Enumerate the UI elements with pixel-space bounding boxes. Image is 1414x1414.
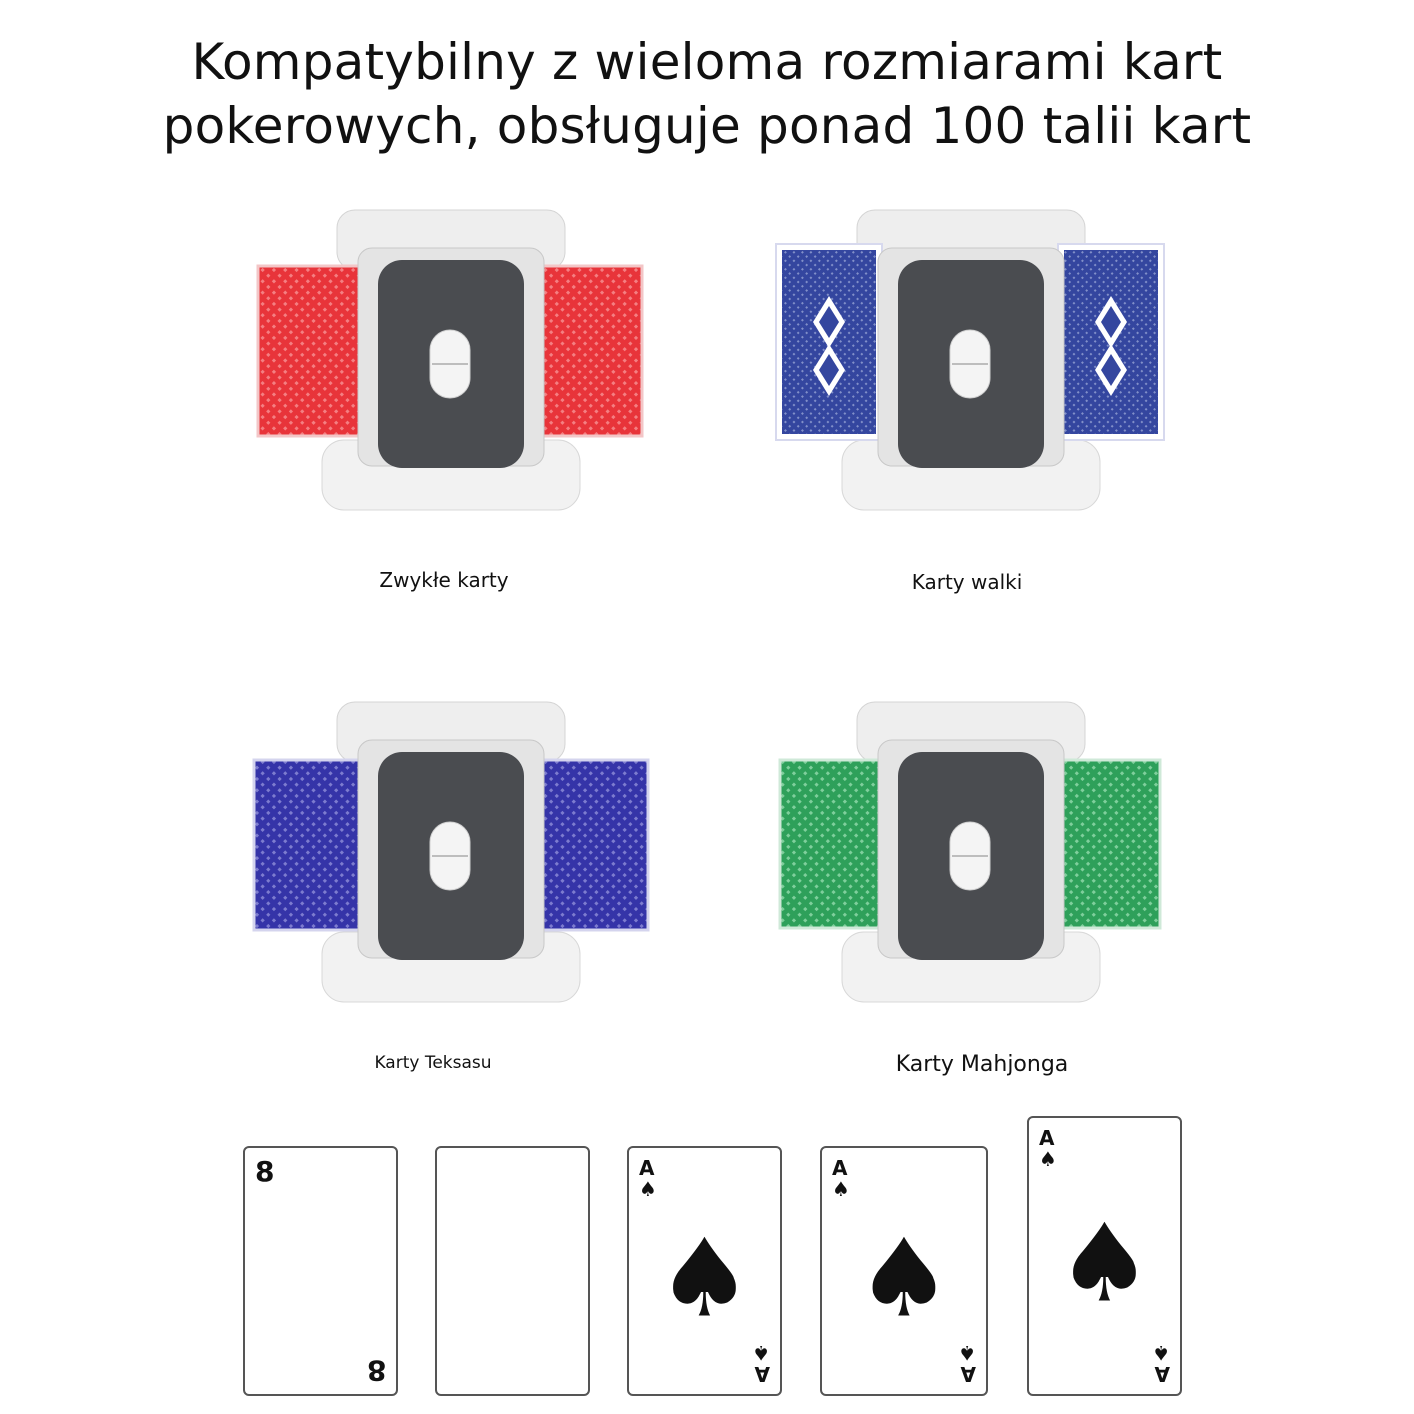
- card-shuffler-illustration: [240, 200, 660, 530]
- card-rank: 8: [255, 1155, 275, 1188]
- card-shuffler-texas: [240, 692, 660, 1022]
- card-corner-top: [639, 1158, 657, 1199]
- playing-card-eight: [243, 1146, 398, 1396]
- card-corner-top: [1039, 1128, 1057, 1169]
- spade-icon: ♠: [639, 1177, 657, 1201]
- caption-battle: Karty walki: [911, 570, 1023, 594]
- spade-icon: ♠: [752, 1341, 770, 1365]
- card-rank: A: [639, 1156, 655, 1180]
- spade-icon: ♠: [832, 1177, 850, 1201]
- spade-icon: ♠: [1056, 1201, 1153, 1327]
- playing-card-ace-of-spades: [820, 1146, 988, 1396]
- spade-icon: ♠: [958, 1341, 976, 1365]
- card-corner-bottom: [958, 1343, 976, 1384]
- ornate-card-left: [776, 244, 882, 440]
- card-corner-bottom: [752, 1343, 770, 1384]
- headline-line-1: Kompatybilny z wieloma rozmiarami kart: [191, 33, 1223, 91]
- card-corner-bottom: [1152, 1343, 1170, 1384]
- spade-icon: ♠: [656, 1216, 753, 1342]
- card-rank: A: [1154, 1362, 1170, 1386]
- spade-icon: ♠: [855, 1216, 953, 1342]
- card-shuffler-illustration: [760, 200, 1180, 530]
- card-corner-bottom: [366, 1354, 386, 1387]
- spade-icon: ♠: [1039, 1147, 1057, 1171]
- card-rank: 8: [366, 1354, 386, 1387]
- ornate-card-right: [1058, 244, 1164, 440]
- caption-mahjong: Karty Mahjonga: [895, 1052, 1069, 1077]
- playing-card-ace-of-spades: [627, 1146, 782, 1396]
- headline-line-2: pokerowych, obsługuje ponad 100 talii kart: [162, 97, 1252, 155]
- caption-regular: Zwykłe karty: [379, 568, 509, 592]
- playing-card-blank: [435, 1146, 590, 1396]
- card-shuffler-mahjong: [760, 692, 1180, 1022]
- card-rank: A: [832, 1156, 848, 1180]
- card-rank: A: [754, 1362, 770, 1386]
- spade-icon: ♠: [1152, 1341, 1170, 1365]
- headline: [0, 30, 1414, 158]
- playing-card-ace-of-spades: [1027, 1116, 1182, 1396]
- card-rank: A: [1039, 1126, 1055, 1150]
- card-shuffler-battle: [760, 200, 1180, 530]
- card-shuffler-illustration: [760, 692, 1180, 1022]
- card-shuffler-illustration: [240, 692, 660, 1022]
- card-corner-top: [255, 1155, 275, 1188]
- card-rank: A: [960, 1362, 976, 1386]
- caption-texas: Karty Teksasu: [374, 1053, 492, 1073]
- card-shuffler-regular: [240, 200, 660, 530]
- card-corner-top: [832, 1158, 850, 1199]
